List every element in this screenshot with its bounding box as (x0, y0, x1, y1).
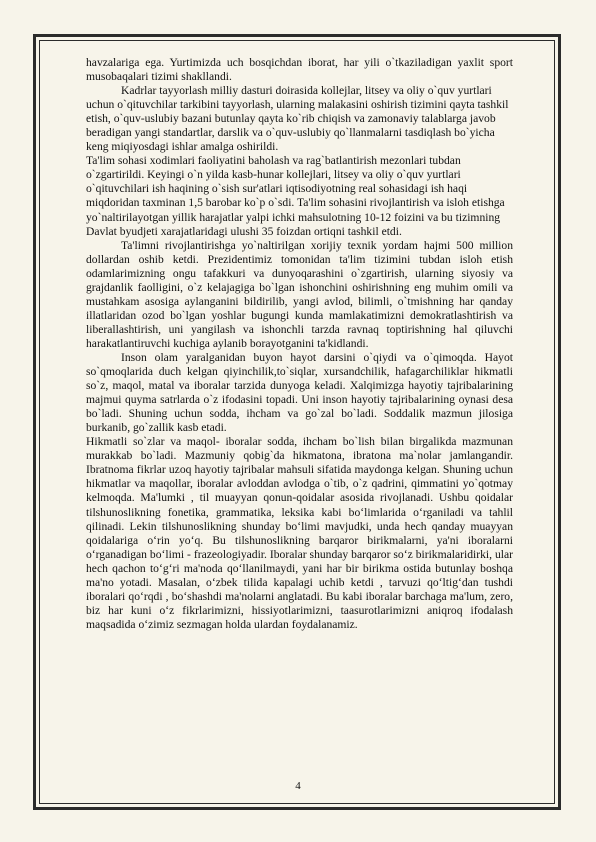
paragraph-1: havzalariga ega. Yurtimizda uch bosqichdan iborat, har yili o`tkaziladigan yaxlit sport musobaqalari tizimi shakllandi. (86, 56, 513, 84)
page-body (86, 56, 513, 632)
paragraph-6: Hikmatli so`zlar va maqol- iboralar sodda, ihcham bo`lish bilan birgalikda mazmunan murakkab bo`ladi. Mazmuniy qobig`da hikmatona, ibratona ma`nolar jamlangandir. Ibratnoma fikrlar uzoq hayotiy tajribalar mahsuli sifatida maydonga kelgan. Shuning uchun hikmatlar va maqollar, iboralar avloddan avlodga o`tib, o`z qadrini, qimmatini yo`qotmay kelmoqda. Ma'lumki , til muayyan qonun-qoidalar asosida rivojlanadi. Ushbu qoidalar tilshunoslikning fonetika, grammatika, leksika kabi bo‘limlarida o‘rganiladi va tahlil qilinadi. Lekin tilshunoslikning shunday bo‘limi mavjudki, unda hech qanday muayyan qoidalariga o‘rin yo‘q. Bu tilshunoslikning barqaror birikmalarni, ya'ni iboralarni o‘rganadigan bo‘limi - frazeologiyadir. Iboralar shunday barqaror so‘z birikmalaridirki, ular hech qachon to‘g‘ri ma'noda qo‘llanilmaydi, yani har bir birikma ostida butunlay boshqa ma'no yotadi. Masalan, o‘zbek tilida kapalagi uchib ketdi , tarvuzi qo‘ltig‘dan tushdi iboralari qo‘rqdi , bo‘shashdi ma'nolarni anglatadi. Bu kabi iboralar barchaga ma'lum, zero, biz har kuni o‘z fikrlarimizni, hissiyotlarimizni, taasurotlarimizni aniqroq ifodalash maqsadida o‘zimiz sezmagan holda ulardan foydalanamiz. (86, 435, 513, 631)
paragraph-2: Kadrlar tayyorlash milliy dasturi doirasida kollejlar, litsey va oliy o`quv yurtlari uchun o`qituvchilar tarkibini tayyorlash, ularning malakasini oshirish tizimini qayta tashkil etish, o`quv-uslubiy bazani butunlay qayta ko`rib chiqish va zamonaviy talablarga javob beradigan yangi standartlar, darslik va o`quv-uslubiy qo`llanmalarni tasdiqlash bo`yicha keng miqiyosdagi ishlar amalga oshirildi. (86, 84, 509, 154)
paragraph-4: Ta'limni rivojlantirishga yo`naltirilgan xorijiy texnik yordam hajmi 500 million dollardan oshib ketdi. Prezidentimiz tomonidan ta'lim tizimini tubdan isloh etish odamlarimizning ongu tafakkuri va dunyoqarashini o`zgartirish, ularning siyosiy va grajdanlik faolligini, o`z kelajagiga bo`lgan ishonchini oshirishning eng muhim omili va mustahkam asosiga aylanganini bildirilib, yangi avlod, bilimli, o`tmishning har qanday illatlaridan ozod bo`lgan yoshlar bugungi kunda mamlakatimizni demokratlashtirish va liberallashtirish, uni yangilash va ishonchli tarzda ravnaq toptirishning hal qiluvchi harakatlantiruvchi kuchiga aylanib borayotganini ta'kidlandi. (86, 238, 513, 350)
paragraph-3: Ta'lim sohasi xodimlari faoliyatini baholash va rag`batlantirish mezonlari tubdan o`zgartirildi. Keyingi o`n yilda kasb-hunar kollejlari, litsey va oliy o`quv yurtlari o`qituvchilari ish haqining o`sish sur'atlari iqtisodiyotning real sohasidagi ish haqi miqdoridan taxminan 1,5 barobar ko`p o`sdi. Ta'lim sohasini rivojlantirish va isloh etishga yo`naltirilayotgan yillik harajatlar yalpi ichki mahsulotning 10-12 foizini va bu tizimning Davlat byudjeti xarajatlaridagi ulushi 35 foizdan ortiqni tashkil etdi. (86, 154, 505, 238)
page-number: 4 (295, 780, 301, 792)
paragraph-5: Inson olam yaralganidan buyon hayot darsini o`qiydi va o`qimoqda. Hayot so`qmoqlarida duch kelgan qiyinchilik,to`siqlar, xursandchilik, hafagarchiliklar hikmatli so`z, maqol, matal va iboralar tarzida dunyoga keladi. Xalqimizga hayotiy tajribalarining majmui quyma satrlarda o`z ifodasini topadi. Uni inson hayotiy tajribalarining oynasi desa bo`ladi. Shuning uchun sodda, ihcham va go`zal bo`ladi. Soddalik mazmun jilosiga burkanib, go`zallik kasb etadi. (86, 350, 513, 435)
